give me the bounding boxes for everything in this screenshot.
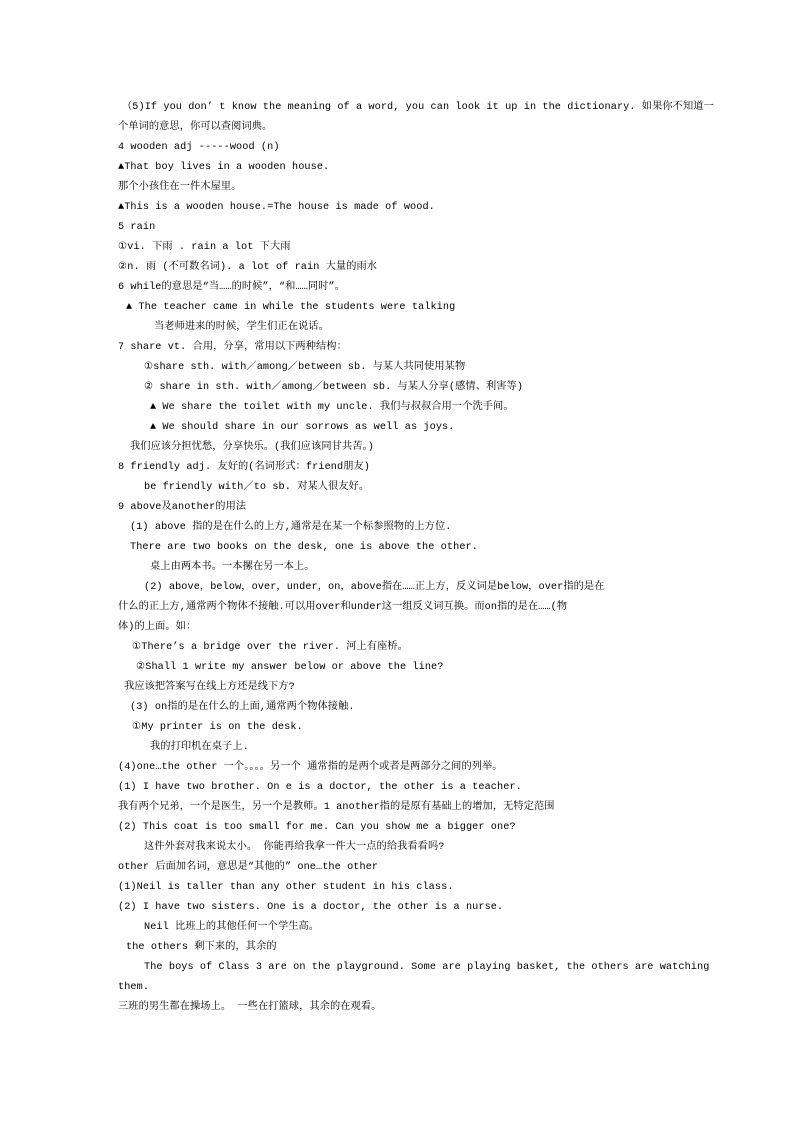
text-line: 那个小孩住在一件木屋里。: [118, 182, 242, 193]
text-line: ▲This is a wooden house.=The house is made of wood.: [118, 202, 435, 213]
text-line: (2) above，below，over，under，on，above指在……正上方，反义词是below，over指的是在: [144, 582, 605, 593]
text-line: ①share sth. with／among／between sb. 与某人共同使用某物: [144, 362, 466, 373]
text-line: ② share in sth. with／among／between sb. 与某人分享(感情、利害等): [144, 382, 524, 393]
text-line: 个单词的意思，你可以查阅词典。: [118, 122, 273, 133]
text-line: (4)one…the other 一个。。。。另一个 通常指的是两个或者是两部分之间的列举。: [118, 762, 503, 773]
text-line: There are two books on the desk, one is above the other.: [130, 542, 478, 553]
text-line: 什么的正上方,通常两个物体不接触.可以用over和under这一组反义词互换。而on指的是在……(物: [118, 602, 568, 613]
text-line: 8 friendly adj. 友好的(名词形式：friend朋友): [118, 462, 370, 473]
text-line: 9 above及another的用法: [118, 502, 247, 513]
text-line: The boys of Class 3 are on the playground. Some are playing basket, the others are watching: [144, 962, 710, 973]
text-line: 4 wooden adj -----wood (n): [118, 142, 280, 153]
text-line: the others 剩下来的，其余的: [126, 942, 277, 953]
text-line: ①vi. 下雨 . rain a lot 下大雨: [118, 242, 291, 253]
text-line: ①My printer is on the desk.: [132, 722, 303, 733]
text-line: (2) I have two sisters. One is a doctor, the other is a nurse.: [118, 902, 504, 913]
text-line: ▲ The teacher came in while the students were talking: [126, 302, 456, 313]
text-line: ②Shall 1 write my answer below or above the line?: [136, 662, 444, 673]
text-line: 桌上由两本书。一本摞在另一本上。: [150, 562, 315, 573]
text-line: 我们应该分担忧愁，分享快乐。(我们应该同甘共苦。): [130, 442, 374, 453]
text-line: 体)的上面。如：: [118, 622, 197, 633]
text-line: (1)Neil is taller than any other student in his class.: [118, 882, 454, 893]
text-line: (3) on指的是在什么的上面,通常两个物体接触.: [130, 702, 355, 713]
text-line: (2) This coat is too small for me. Can you show me a bigger one?: [118, 822, 516, 833]
text-line: (1) above 指的是在什么的上方,通常是在某一个标参照物的上方位.: [130, 522, 452, 533]
text-line: ②n. 雨 (不可数名词). a lot of rain 大量的雨水: [118, 262, 378, 273]
text-line: ①There’s a bridge over the river. 河上有座桥。: [132, 642, 409, 653]
text-line: ▲That boy lives in a wooden house.: [118, 162, 330, 173]
text-line: ▲ We should share in our sorrows as well as joys.: [150, 422, 455, 433]
text-line: 我的打印机在桌子上.: [150, 742, 249, 753]
text-line: other 后面加名词，意思是“其他的” one…the other: [118, 862, 379, 873]
text-line: Neil 比班上的其他任何一个学生高。: [144, 922, 320, 933]
text-line: 当老师进来的时候，学生们正在说话。: [154, 322, 329, 333]
text-line: 三班的男生都在操场上。 一些在打篮球，其余的在观看。: [118, 1002, 382, 1013]
text-line: 这件外套对我来说太小。 你能再给我拿一件大一点的给我看看吗?: [144, 842, 445, 853]
text-line: ▲ We share the toilet with my uncle. 我们与叔叔合用一个洗手间。: [150, 402, 514, 413]
text-line: (1) I have two brother. On e is a doctor, the other is a teacher.: [118, 782, 522, 793]
text-line: 7 share vt. 合用，分享，常用以下两种结构：: [118, 342, 347, 353]
text-line: 我应该把答案写在线上方还是线下方?: [124, 682, 295, 693]
text-line: 我有两个兄弟，一个是医生，另一个是教师。1 another指的是原有基础上的增加，无特定范围: [118, 802, 555, 813]
text-line: 5 rain: [118, 222, 156, 233]
text-line: them.: [118, 982, 150, 993]
text-line: be friendly with／to sb. 对某人很友好。: [144, 482, 370, 493]
text-line: （5)If you don’ t know the meaning of a word, you can look it up in the dictionary. 如果你不知道一: [122, 102, 714, 113]
text-line: 6 while的意思是“当……的时候”，“和……同时”。: [118, 282, 345, 293]
